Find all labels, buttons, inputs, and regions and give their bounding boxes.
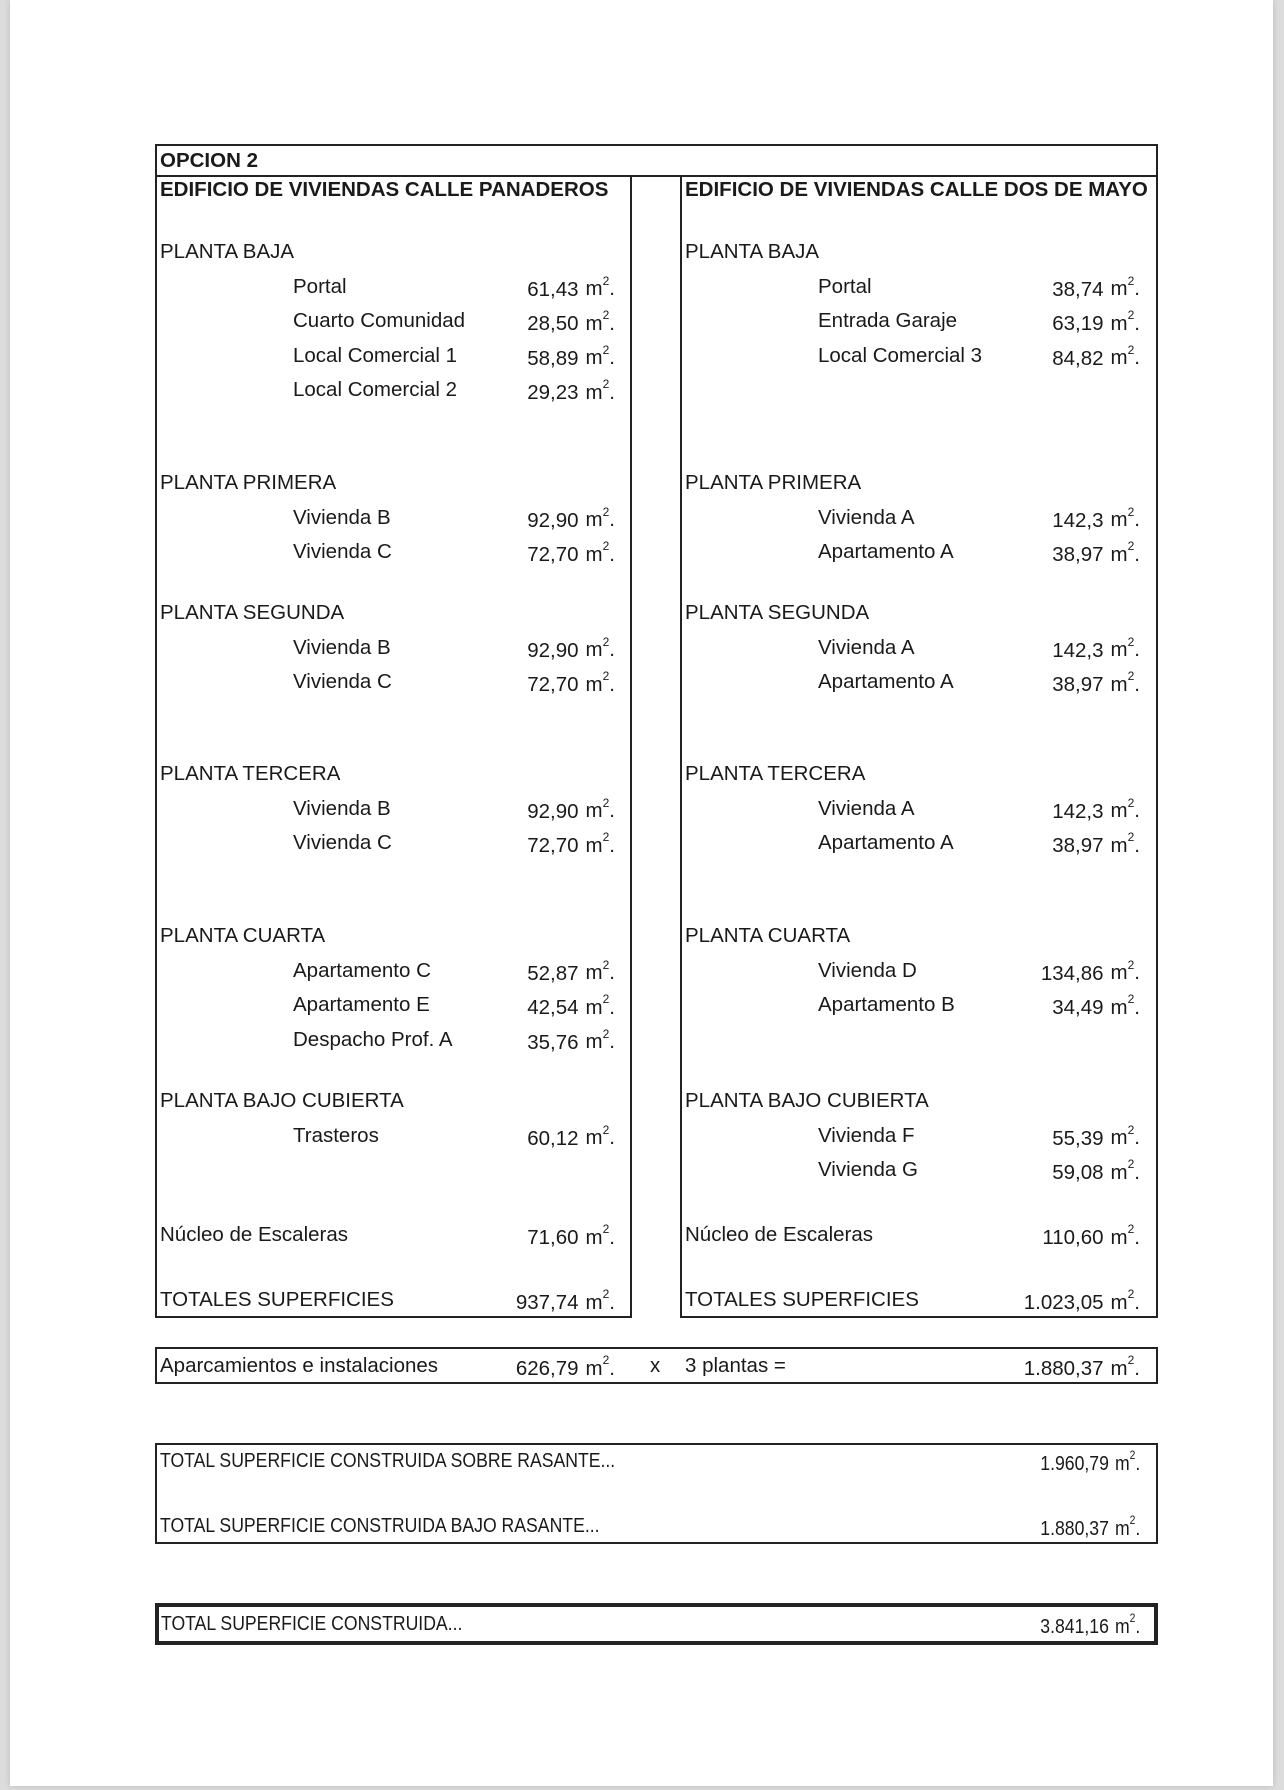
unit-m2: $m^2$. <box>585 992 615 1019</box>
unit-m2: $m^2$. <box>1110 539 1140 566</box>
unit-area-value <box>527 956 615 986</box>
area-number: 72,70 <box>527 833 579 857</box>
area-number: 71,60 <box>527 1225 579 1249</box>
unit-area-value <box>527 375 615 405</box>
right-building-title: EDIFICIO DE VIVIENDAS CALLE DOS DE MAYO <box>685 178 1148 201</box>
unit-m2: $m^2$. <box>1110 795 1140 823</box>
unit-m2: $m^2$. <box>1114 1448 1140 1475</box>
area-number: 142,3 <box>1052 508 1104 532</box>
stairs-row-value <box>527 1220 615 1250</box>
area-number: 92,90 <box>527 799 579 823</box>
unit-label: Portal <box>293 274 347 298</box>
unit-label: Vivienda A <box>818 796 915 820</box>
unit-m2: $m^2$. <box>1110 957 1140 985</box>
unit-area-value <box>527 828 615 858</box>
area-number: 35,76 <box>527 1030 579 1054</box>
unit-m2: $m^2$. <box>1110 308 1140 335</box>
floor-heading: PLANTA BAJO CUBIERTA <box>160 1089 404 1112</box>
option-title: OPCION 2 <box>160 149 258 172</box>
unit-label: Vivienda C <box>293 831 392 854</box>
unit-area-value <box>527 633 615 663</box>
floor-heading: PLANTA BAJA <box>160 240 295 263</box>
unit-m2: $m^2$. <box>585 634 615 662</box>
grand-total-value: 3.841,16 $m^2$. <box>1039 1611 1140 1638</box>
floor-heading: PLANTA CUARTA <box>685 924 851 947</box>
totals-row-value <box>1024 1285 1140 1315</box>
unit-area-value <box>527 667 615 697</box>
unit-m2: $m^2$. <box>585 1353 615 1380</box>
left-building-title: EDIFICIO DE VIVIENDAS CALLE PANADEROS <box>160 178 609 201</box>
stairs-row-label: Núcleo de Escaleras <box>685 1223 874 1246</box>
unit-area-value <box>527 1025 615 1055</box>
floor-heading: PLANTA BAJA <box>685 240 820 263</box>
unit-m2: $m^2$. <box>1110 342 1140 370</box>
unit-area-value <box>527 306 615 336</box>
area-number: 110,60 <box>1042 1225 1104 1249</box>
area-number: 60,12 <box>527 1126 579 1150</box>
unit-area-value <box>1041 956 1140 986</box>
unit-m2: $m^2$. <box>1110 1353 1140 1380</box>
unit-label: Apartamento C <box>293 958 431 982</box>
unit-label: Vivienda C <box>293 540 392 563</box>
unit-label: Vivienda B <box>293 505 391 529</box>
area-number: 134,86 <box>1040 961 1104 985</box>
unit-area-value <box>527 503 615 533</box>
unit-label: Cuarto Comunidad <box>293 309 466 332</box>
unit-area-value <box>527 272 615 302</box>
unit-area-value <box>527 341 615 371</box>
floor-heading: PLANTA TERCERA <box>685 762 866 785</box>
parking-total <box>1024 1351 1140 1381</box>
parking-floors-text: 3 plantas = <box>685 1354 786 1377</box>
floor-heading: PLANTA PRIMERA <box>160 471 337 494</box>
area-number: 34,49 <box>1052 995 1104 1019</box>
unit-label: Vivienda D <box>818 958 917 982</box>
floor-heading: PLANTA BAJO CUBIERTA <box>685 1089 929 1112</box>
header-top-gap-line <box>630 175 682 177</box>
unit-label: Vivienda B <box>293 796 391 820</box>
unit-label: Apartamento B <box>818 993 955 1016</box>
unit-label: Vivienda B <box>293 635 391 659</box>
area-number: 72,70 <box>527 542 579 566</box>
area-number: 72,70 <box>527 672 579 696</box>
header-frame <box>155 144 1158 177</box>
unit-m2: $m^2$. <box>585 830 615 857</box>
area-number: 38,97 <box>1052 542 1104 566</box>
stairs-row-label: Núcleo de Escaleras <box>160 1223 349 1246</box>
area-number: 29,23 <box>527 380 579 404</box>
unit-label: Entrada Garaje <box>818 309 958 332</box>
unit-area-value <box>1052 794 1140 824</box>
unit-m2: $m^2$. <box>585 377 615 404</box>
unit-m2: $m^2$. <box>585 539 615 566</box>
unit-label: Local Comercial 2 <box>293 378 458 401</box>
parking-value <box>516 1351 615 1381</box>
unit-m2: $m^2$. <box>585 342 615 370</box>
unit-m2: $m^2$. <box>585 273 615 301</box>
unit-m2: $m^2$. <box>585 957 615 985</box>
floor-heading: PLANTA CUARTA <box>160 924 326 947</box>
unit-m2: $m^2$. <box>1110 1222 1140 1249</box>
totals-row-label: TOTALES SUPERFICIES <box>160 1288 394 1311</box>
unit-m2: $m^2$. <box>585 308 615 335</box>
unit-m2: $m^2$. <box>1110 634 1140 662</box>
unit-m2: $m^2$. <box>1110 830 1140 857</box>
unit-area-value <box>1052 990 1140 1020</box>
unit-area-value <box>527 794 615 824</box>
unit-label: Vivienda A <box>818 505 915 529</box>
above-grade-value: 1.960,79 $m^2$. <box>1039 1448 1140 1475</box>
totals-row-value <box>516 1285 615 1315</box>
area-number: 38,74 <box>1052 277 1104 301</box>
unit-area-value <box>1052 341 1140 371</box>
unit-m2: $m^2$. <box>585 504 615 532</box>
area-number: 1.023,05 <box>1023 1290 1104 1314</box>
totals-row-label: TOTALES SUPERFICIES <box>685 1288 919 1311</box>
unit-area-value <box>1052 667 1140 697</box>
unit-area-value <box>1052 503 1140 533</box>
unit-m2: $m^2$. <box>585 1122 615 1150</box>
parking-label: Aparcamientos e instalaciones <box>160 1354 439 1377</box>
unit-m2: $m^2$. <box>585 669 615 696</box>
unit-m2: $m^2$. <box>1110 1287 1140 1314</box>
area-number: 55,39 <box>1052 1126 1104 1150</box>
unit-area-value <box>1052 272 1140 302</box>
unit-m2: $m^2$. <box>1114 1611 1140 1638</box>
floor-heading: PLANTA TERCERA <box>160 762 341 785</box>
unit-area-value <box>527 537 615 567</box>
parking-multiplier: x <box>650 1354 661 1377</box>
below-grade-value: 1.880,37 $m^2$. <box>1039 1513 1140 1540</box>
unit-area-value <box>1052 1155 1140 1185</box>
unit-m2: $m^2$. <box>585 1222 615 1249</box>
unit-label: Trasteros <box>293 1123 379 1147</box>
unit-label: Local Comercial 3 <box>818 343 983 367</box>
parking-value-number: 626,79 <box>515 1356 579 1380</box>
unit-area-value <box>527 990 615 1020</box>
area-number: 58,89 <box>527 346 579 370</box>
unit-m2: $m^2$. <box>1110 669 1140 696</box>
unit-area-value <box>1052 537 1140 567</box>
unit-m2: $m^2$. <box>1114 1513 1140 1540</box>
unit-label: Vivienda G <box>818 1158 918 1181</box>
unit-label: Local Comercial 1 <box>293 343 458 367</box>
area-number: 84,82 <box>1052 346 1104 370</box>
unit-m2: $m^2$. <box>1110 273 1140 301</box>
unit-m2: $m^2$. <box>1110 504 1140 532</box>
floor-heading: PLANTA SEGUNDA <box>685 601 870 624</box>
below-grade-label: TOTAL SUPERFICIE CONSTRUIDA BAJO RASANTE... <box>160 1514 600 1537</box>
unit-label: Apartamento E <box>293 993 430 1016</box>
unit-m2: $m^2$. <box>585 795 615 823</box>
area-number: 52,87 <box>527 961 579 985</box>
unit-area-value <box>1052 1121 1140 1151</box>
unit-m2: $m^2$. <box>1110 1122 1140 1150</box>
unit-m2: $m^2$. <box>1110 992 1140 1019</box>
unit-label: Apartamento A <box>818 670 954 693</box>
area-number: 142,3 <box>1052 638 1104 662</box>
unit-label: Vivienda F <box>818 1123 915 1147</box>
area-number: 937,74 <box>515 1290 579 1314</box>
unit-label: Despacho Prof. A <box>293 1027 453 1051</box>
area-number: 63,19 <box>1052 311 1104 335</box>
area-number: 92,90 <box>527 508 579 532</box>
area-number: 142,3 <box>1052 799 1104 823</box>
unit-area-value <box>1052 828 1140 858</box>
grand-total-label: TOTAL SUPERFICIE CONSTRUIDA... <box>161 1612 463 1635</box>
above-grade-label: TOTAL SUPERFICIE CONSTRUIDA SOBRE RASANTE... <box>160 1449 616 1472</box>
unit-label: Portal <box>818 274 872 298</box>
area-number: 42,54 <box>527 995 579 1019</box>
unit-area-value <box>1052 633 1140 663</box>
area-number: 38,97 <box>1052 833 1104 857</box>
area-number: 61,43 <box>527 277 579 301</box>
area-number: 28,50 <box>527 311 579 335</box>
unit-label: Apartamento A <box>818 831 954 854</box>
unit-area-value <box>1052 306 1140 336</box>
stairs-row-value <box>1042 1220 1140 1250</box>
parking-total-number: 1.880,37 <box>1023 1356 1104 1380</box>
floor-heading: PLANTA PRIMERA <box>685 471 862 494</box>
area-number: 59,08 <box>1052 1160 1104 1184</box>
unit-area-value <box>527 1121 615 1151</box>
floor-heading: PLANTA SEGUNDA <box>160 601 345 624</box>
area-number: 92,90 <box>527 638 579 662</box>
unit-m2: $m^2$. <box>585 1287 615 1314</box>
unit-label: Vivienda A <box>818 635 915 659</box>
unit-label: Apartamento A <box>818 540 954 563</box>
unit-label: Vivienda C <box>293 670 392 693</box>
area-number: 38,97 <box>1052 672 1104 696</box>
unit-m2: $m^2$. <box>585 1026 615 1054</box>
unit-m2: $m^2$. <box>1110 1157 1140 1184</box>
